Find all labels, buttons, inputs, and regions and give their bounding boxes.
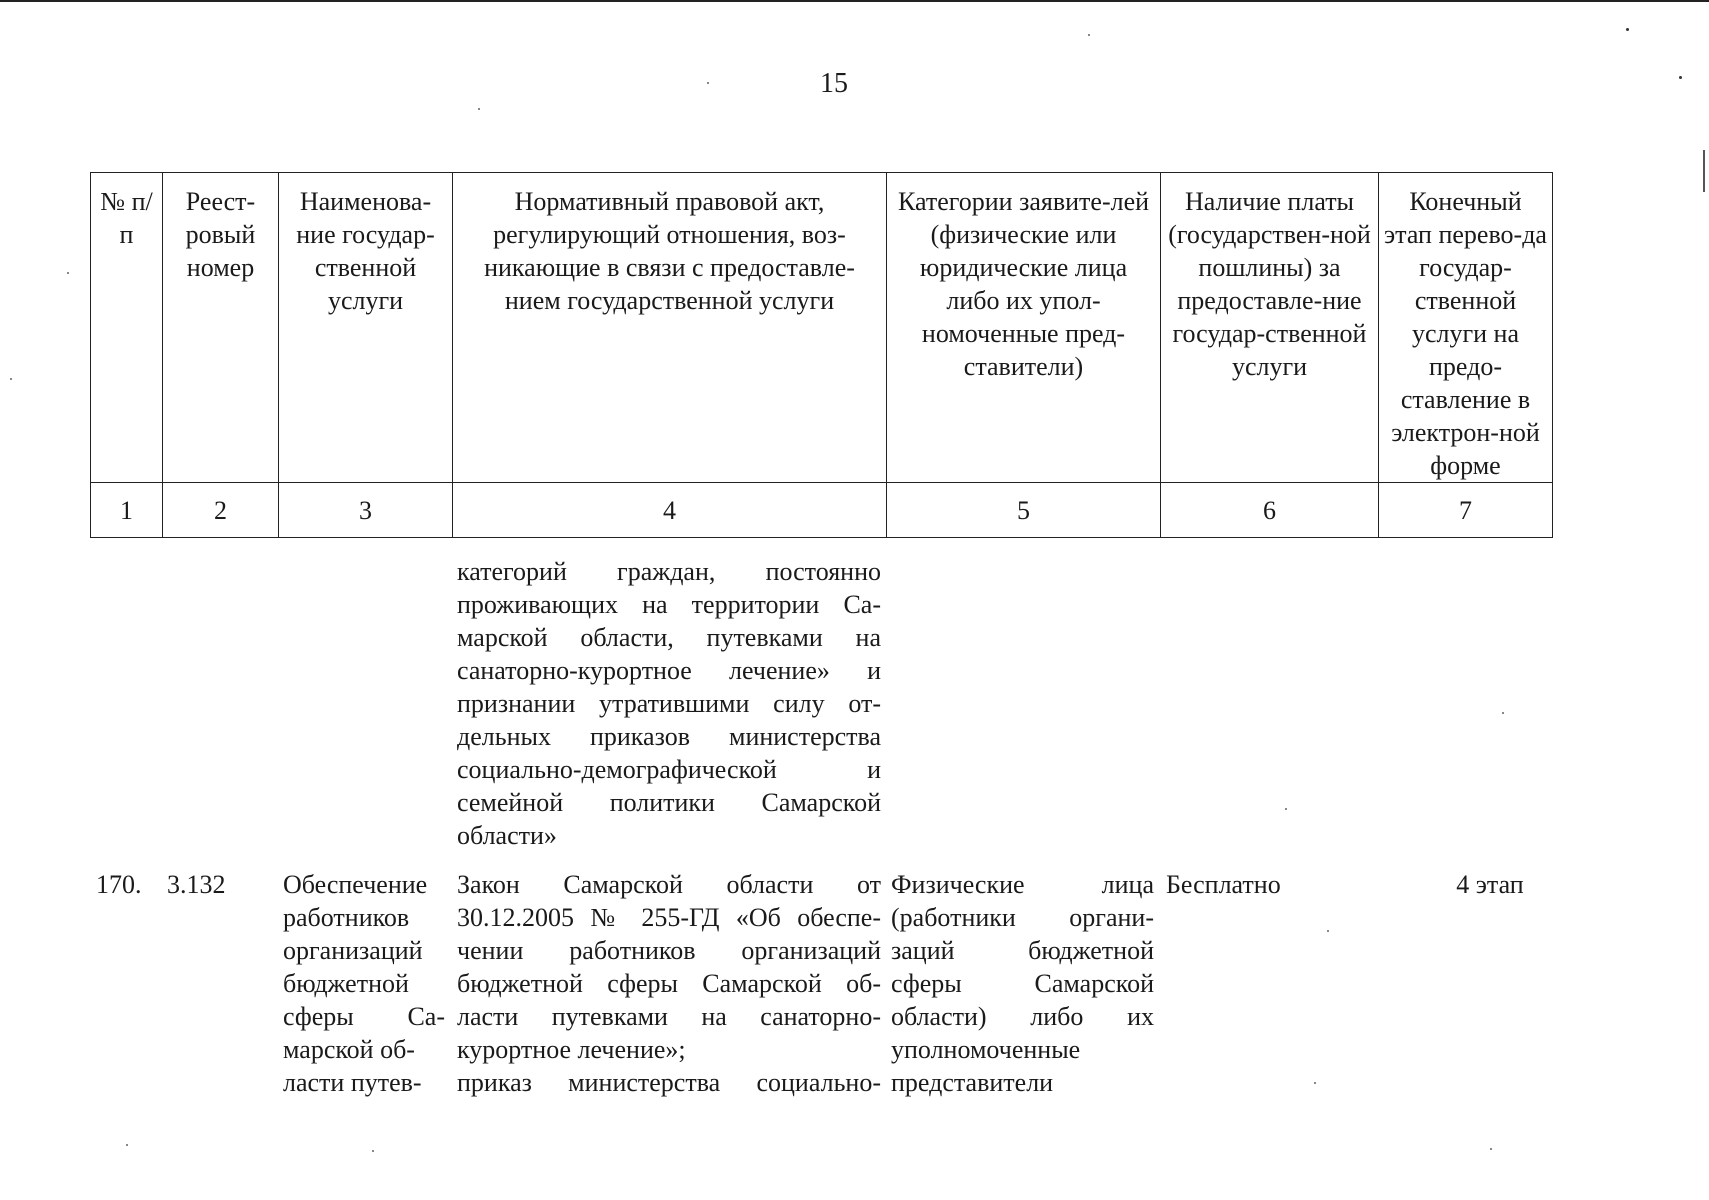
text-line: курортное лечение»;: [457, 1035, 686, 1064]
text-line: сферы Са-: [283, 1002, 445, 1031]
entry-applicant-categories: [891, 868, 1154, 1099]
scan-speck: [478, 108, 480, 110]
text-line: организаций: [283, 936, 423, 965]
text-line: работников: [283, 903, 410, 932]
text-line: Физические лица: [891, 870, 1154, 899]
text-line: уполномоченные: [891, 1035, 1081, 1064]
header-number: № п/п: [91, 173, 163, 483]
header-applicant-categories: Категории заявите-лей (физические или юридические лица либо их упол-номоченные пред-ставители): [887, 173, 1161, 483]
text-line: области»: [457, 821, 557, 850]
scan-speck: [67, 272, 69, 274]
column-number: 6: [1161, 483, 1379, 538]
text-line: марской области, путевками на: [457, 623, 881, 652]
scan-speck: [1679, 76, 1682, 79]
header-registry-number: Реест-ровый номер: [163, 173, 279, 483]
legal-act-continuation: [457, 555, 881, 852]
column-number: 5: [887, 483, 1161, 538]
scan-speck: [1285, 808, 1287, 810]
text-line: ласти путевками на санаторно-: [457, 1002, 881, 1031]
header-final-stage: Конечный этап перево-да государ-ственной услуги на предо-ставление в электрон-ной форме: [1379, 173, 1553, 483]
column-number: 4: [453, 483, 887, 538]
scan-speck: [1088, 34, 1090, 36]
text-line: социально-демографической и: [457, 755, 881, 784]
entry-legal-act: [457, 868, 881, 1099]
text-line: признании утратившими силу от-: [457, 689, 881, 718]
services-table-header: [90, 172, 1553, 538]
scan-speck: [1327, 930, 1329, 932]
text-line: сферы Самарской: [891, 969, 1154, 998]
column-number: 3: [279, 483, 453, 538]
text-line: заций бюджетной: [891, 936, 1154, 965]
scan-speck: [372, 1150, 374, 1152]
text-line: представители: [891, 1068, 1054, 1097]
text-line: проживающих на территории Са-: [457, 590, 881, 619]
header-row: [91, 173, 1553, 483]
scan-speck: [1490, 1148, 1492, 1150]
scan-speck: [1314, 1082, 1316, 1084]
right-scan-mark: [1703, 150, 1705, 192]
text-line: дельных приказов министерства: [457, 722, 881, 751]
entry-registry-number: 3.132: [167, 870, 226, 899]
entry-service-name: [283, 868, 445, 1099]
scan-speck: [126, 1144, 128, 1146]
text-line: санаторно-курортное лечение» и: [457, 656, 881, 685]
text-line: бюджетной сферы Самарской об-: [457, 969, 881, 998]
column-number: 7: [1379, 483, 1553, 538]
entry-number: 170.: [96, 870, 142, 899]
text-line: марской об-: [283, 1035, 415, 1064]
text-line: категорий граждан, постоянно: [457, 557, 881, 586]
column-number: 2: [163, 483, 279, 538]
entry-fee: Бесплатно: [1166, 870, 1281, 899]
scan-speck: [707, 82, 709, 84]
text-line: Обеспечение: [283, 870, 428, 899]
header-service-name: Наименова-ние государ-ственной услуги: [279, 173, 453, 483]
text-line: (работники органи-: [891, 903, 1154, 932]
text-line: области) либо их: [891, 1002, 1154, 1031]
header-legal-act: Нормативный правовой акт, регулирующий отношения, воз-никающие в связи с предоставле-нием государственной услуги: [453, 173, 887, 483]
scan-speck: [1502, 712, 1504, 714]
text-line: семейной политики Самарской: [457, 788, 881, 817]
header-fee: Наличие платы (государствен-ной пошлины) за предоставле-ние государ-ственной услуги: [1161, 173, 1379, 483]
scan-speck: [1626, 28, 1629, 31]
text-line: 30.12.2005 № 255-ГД «Об обеспе-: [457, 903, 881, 932]
scan-speck: [10, 378, 12, 380]
text-line: приказ министерства социально-: [457, 1068, 881, 1097]
text-line: ласти путев-: [283, 1068, 422, 1097]
column-number: 1: [91, 483, 163, 538]
column-numbers-row: [91, 483, 1553, 538]
page-number: 15: [820, 68, 848, 99]
entry-final-stage: 4 этап: [1456, 870, 1524, 899]
text-line: бюджетной: [283, 969, 409, 998]
text-line: чении работников организаций: [457, 936, 881, 965]
text-line: Закон Самарской области от: [457, 870, 881, 899]
top-scan-edge: [0, 0, 1709, 2]
